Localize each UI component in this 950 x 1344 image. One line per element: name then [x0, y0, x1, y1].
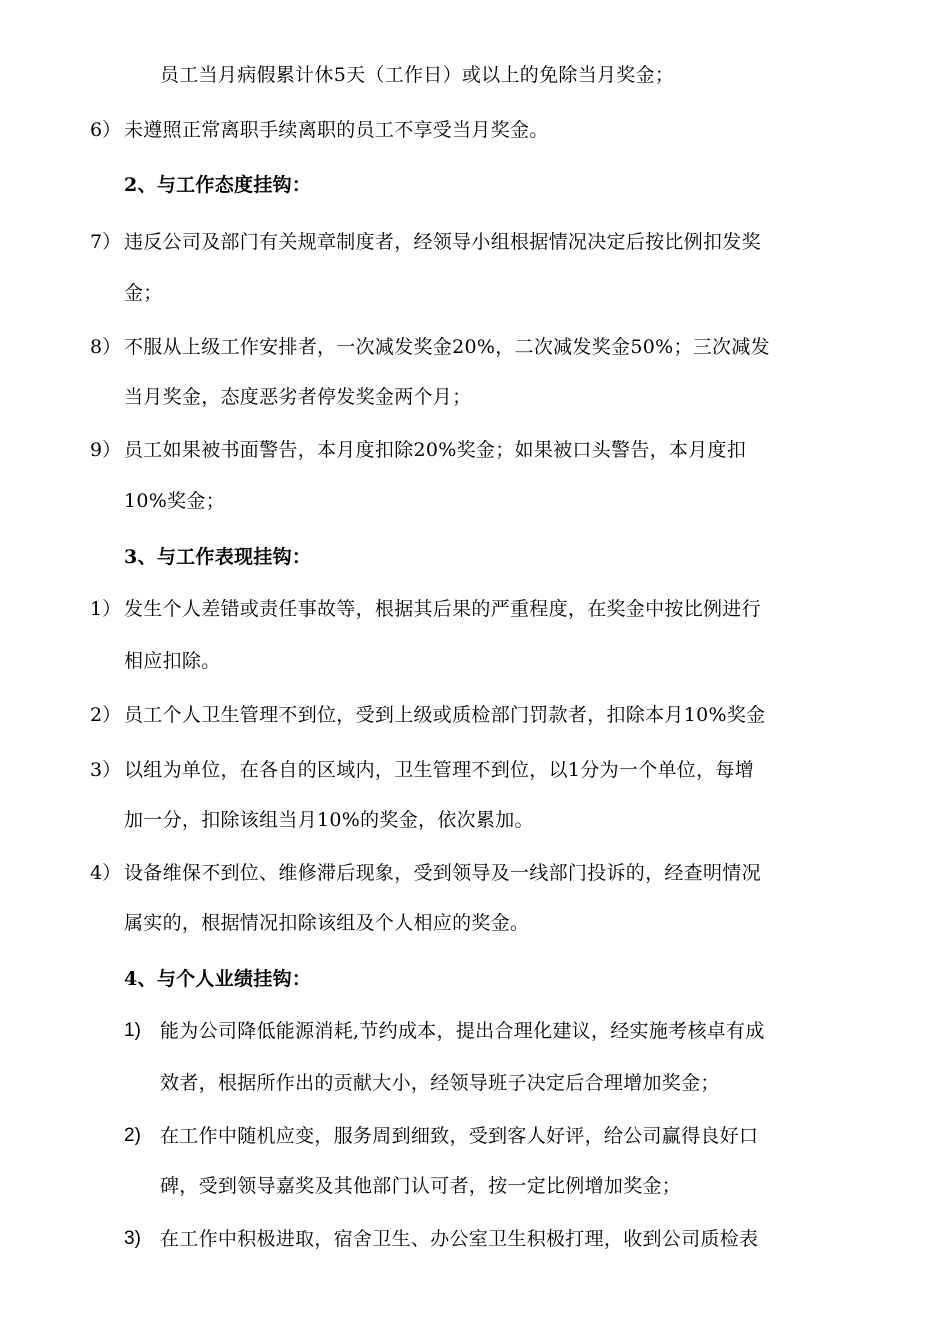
section-3-item-3-line-2: 加一分，扣除该组当月10%的奖金，依次累加。	[124, 809, 534, 831]
item-8-number: 8）	[90, 336, 122, 358]
continuation-text: 员工当月病假累计休5天（工作日）或以上的免除当月奖金；	[160, 64, 675, 86]
item-9-line-2: 10%奖金；	[124, 490, 226, 512]
section-3-item-3-number: 3）	[90, 759, 122, 781]
section-4-item-1-number: 1)	[124, 1020, 141, 1041]
item-6-text: 未遵照正常离职手续离职的员工不享受当月奖金。	[124, 119, 549, 141]
section-3-title: 3、与工作表现挂钩：	[124, 546, 312, 568]
item-8-line-1: 不服从上级工作安排者，一次减发奖金20%，二次减发奖金50%；三次减发	[124, 336, 770, 358]
item-7-number: 7）	[90, 231, 122, 253]
item-8-line-2: 当月奖金，态度恶劣者停发奖金两个月；	[124, 386, 472, 408]
section-3-item-1-number: 1）	[90, 598, 122, 620]
section-4-item-2-line-1: 在工作中随机应变，服务周到细致，受到客人好评，给公司赢得良好口	[160, 1125, 759, 1147]
section-4-item-2-number: 2)	[124, 1125, 141, 1146]
section-4-item-3-number: 3)	[124, 1228, 141, 1249]
section-2-title: 2、与工作态度挂钩：	[124, 174, 312, 196]
section-3-item-2-line-1: 员工个人卫生管理不到位，受到上级或质检部门罚款者，扣除本月10%奖金	[124, 704, 766, 726]
section-3-item-4-number: 4）	[90, 862, 122, 884]
section-4-item-2-line-2: 碑，受到领导嘉奖及其他部门认可者，按一定比例增加奖金；	[160, 1175, 682, 1197]
item-9-line-1: 员工如果被书面警告，本月度扣除20%奖金；如果被口头警告，本月度扣	[124, 439, 747, 461]
section-3-item-3-line-1: 以组为单位，在各自的区域内，卫生管理不到位，以1分为一个单位，每增	[124, 759, 754, 781]
item-6-number: 6）	[90, 119, 122, 141]
item-7-line-2: 金；	[124, 282, 163, 304]
section-3-item-4-line-2: 属实的，根据情况扣除该组及个人相应的奖金。	[124, 912, 530, 934]
section-4-item-1-line-1: 能为公司降低能源消耗,节约成本，提出合理化建议，经实施考核卓有成	[160, 1020, 765, 1042]
item-7-line-1: 违反公司及部门有关规章制度者，经领导小组根据情况决定后按比例扣发奖	[124, 231, 761, 253]
section-3-item-1-line-2: 相应扣除。	[124, 650, 221, 672]
section-3-item-2-number: 2）	[90, 704, 122, 726]
section-3-item-1-line-1: 发生个人差错或责任事故等，根据其后果的严重程度，在奖金中按比例进行	[124, 598, 761, 620]
section-3-item-4-line-1: 设备维保不到位、维修滞后现象，受到领导及一线部门投诉的，经查明情况	[124, 862, 761, 884]
item-9-number: 9）	[90, 439, 122, 461]
section-4-item-3-line-1: 在工作中积极进取，宿舍卫生、办公室卫生积极打理，收到公司质检表	[160, 1228, 759, 1250]
section-4-item-1-line-2: 效者，根据所作出的贡献大小，经领导班子决定后合理增加奖金；	[160, 1072, 720, 1094]
section-4-title: 4、与个人业绩挂钩：	[124, 968, 312, 990]
